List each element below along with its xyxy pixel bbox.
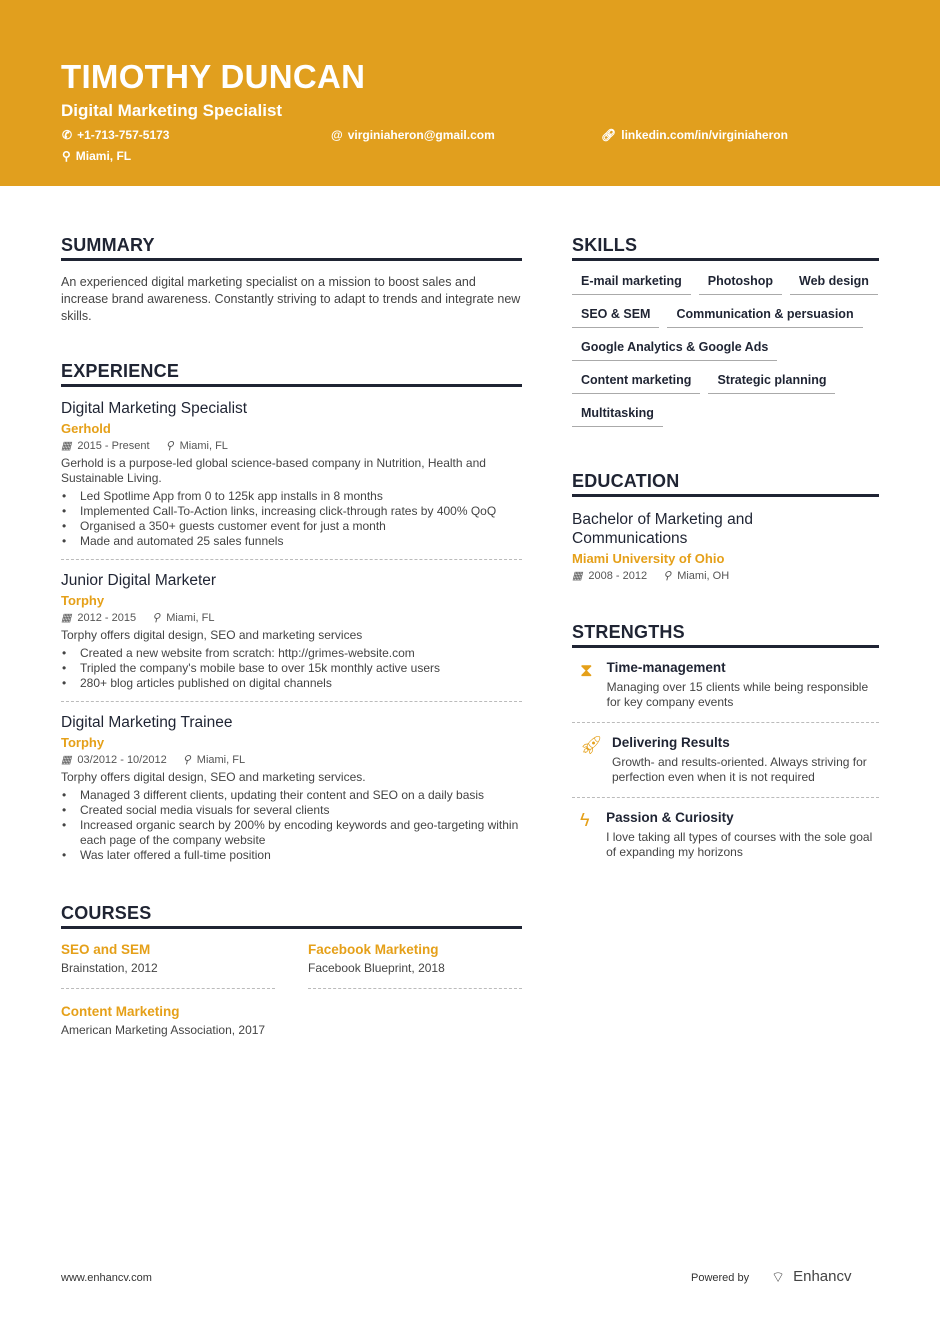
course-item (61, 942, 275, 989)
job-title: Digital Marketing Specialist (61, 400, 248, 417)
calendar-icon: ▦ (61, 754, 72, 766)
location (62, 149, 131, 163)
course-title: Facebook Marketing (308, 942, 439, 957)
linkedin[interactable] (601, 128, 788, 142)
pin-icon: ⚲ (165, 440, 174, 452)
enhancv-logo-icon: ⌔ (771, 1269, 786, 1286)
skill-tag: SEO & SEM (572, 307, 659, 328)
enhancv-logo (771, 1268, 851, 1287)
bullet: • Tripled the company's mobile base to over 15k monthly active users (61, 661, 522, 676)
strength-text: Growth- and results-oriented. Always striving for perfection even when it is not required (612, 755, 867, 784)
school: Miami University of Ohio (572, 551, 725, 566)
pin-icon: ⚲ (62, 149, 71, 163)
brand-text: Enhancv (793, 1268, 852, 1285)
job-description: Torphy offers digital design, SEO and marketing services. (61, 770, 366, 784)
course-item (308, 942, 522, 989)
phone-icon: ✆ (62, 128, 73, 142)
candidate-name: TIMOTHY DUNCAN (61, 58, 366, 95)
section-heading: STRENGTHS (572, 622, 879, 648)
job-description: Gerhold is a purpose-led global science-based company in Nutrition, Health and Sustainable Living. (61, 456, 486, 485)
job-bullets (61, 788, 522, 863)
section-heading: EDUCATION (572, 471, 879, 497)
bullet: • Implemented Call-To-Action links, increasing click-through rates by 400% QoQ (61, 504, 522, 519)
phone (62, 128, 169, 142)
job-bullets (61, 489, 522, 549)
job-location: Miami, FL (166, 611, 215, 624)
summary-text: An experienced digital marketing specialist on a mission to boost sales and increase brand awareness. Constantly striving to adapt to trends and integrate new skills. (61, 275, 521, 323)
company: Gerhold (61, 421, 111, 436)
pin-icon: ⚲ (152, 612, 161, 624)
strength-title: Passion & Curiosity (606, 810, 734, 825)
skill-tag: E-mail marketing (572, 274, 691, 295)
job-location: Miami, FL (196, 753, 246, 766)
footer-powered: Powered by (691, 1272, 750, 1284)
job-meta (61, 439, 522, 452)
strength-title: Time-management (606, 660, 726, 675)
section-heading: EXPERIENCE (61, 361, 522, 387)
bullet: • 280+ blog articles published on digital channels (61, 676, 522, 691)
at-icon: @ (331, 128, 343, 142)
left-column (61, 235, 522, 1065)
job-entry (61, 572, 522, 702)
phone-text: +1-713-757-5173 (77, 128, 170, 142)
job-entry (61, 714, 522, 873)
bullet: • Created a new website from scratch: http://grimes-website.com (61, 646, 522, 661)
job-title: Digital Marketing Trainee (61, 714, 233, 731)
skill-tag: Communication & persuasion (667, 307, 862, 328)
course-provider: American Marketing Association, 2017 (61, 1023, 266, 1037)
skill-tag: Strategic planning (708, 373, 835, 394)
lightning-icon: ϟ (580, 810, 590, 830)
section-heading: SKILLS (572, 235, 879, 261)
candidate-title: Digital Marketing Specialist (61, 101, 283, 120)
courses-section (61, 903, 522, 1065)
skills-section (572, 235, 879, 427)
job-dates: 03/2012 - 10/2012 (77, 753, 167, 766)
education-location: Miami, OH (677, 569, 730, 582)
email[interactable] (331, 128, 495, 142)
bullet: • Led Spotlime App from 0 to 125k app installs in 8 months (61, 489, 522, 504)
skill-tag: Content marketing (572, 373, 700, 394)
right-column (572, 235, 879, 872)
strength-item (572, 723, 879, 798)
footer-site[interactable]: www.enhancv.com (61, 1272, 152, 1284)
course-provider: Brainstation, 2012 (61, 961, 158, 975)
skill-tag: Multitasking (572, 406, 663, 427)
job-dates: 2015 - Present (77, 439, 150, 452)
job-meta (61, 611, 522, 624)
job-description: Torphy offers digital design, SEO and marketing services (61, 628, 363, 642)
skill-tag: Photoshop (699, 274, 782, 295)
bullet: • Organised a 350+ guests customer event for just a month (61, 519, 522, 534)
strength-title: Delivering Results (612, 735, 730, 750)
section-heading: COURSES (61, 903, 522, 929)
job-entry (61, 400, 522, 560)
calendar-icon: ▦ (572, 570, 583, 582)
job-title: Junior Digital Marketer (61, 572, 217, 589)
header (0, 0, 940, 186)
bullet: • Made and automated 25 sales funnels (61, 534, 522, 549)
location-text: Miami, FL (75, 149, 132, 163)
linkedin-link[interactable]: linkedin.com/in/virginiaheron (621, 128, 788, 142)
pin-icon: ⚲ (663, 570, 672, 582)
company: Torphy (61, 735, 105, 750)
skill-tag: Web design (790, 274, 878, 295)
strength-text: I love taking all types of courses with the sole goal of expanding my horizons (606, 830, 873, 859)
summary-section (61, 235, 522, 325)
bullet: • Created social media visuals for several clients (61, 803, 522, 818)
rocket-icon: 🚀︎ (580, 735, 603, 755)
strength-item (572, 798, 879, 872)
course-provider: Facebook Blueprint, 2018 (308, 961, 445, 975)
bullet: • Managed 3 different clients, updating their content and SEO on a daily basis (61, 788, 522, 803)
job-bullets (61, 646, 522, 691)
job-location: Miami, FL (179, 439, 228, 452)
pin-icon: ⚲ (182, 754, 191, 766)
company: Torphy (61, 593, 105, 608)
skill-tag: Google Analytics & Google Ads (572, 340, 777, 361)
link-icon: 🔗︎ (601, 128, 617, 142)
education-meta (572, 569, 879, 582)
course-item (61, 1004, 275, 1050)
bullet: • Increased organic search by 200% by encoding keywords and geo-targeting within each page of the company website (61, 818, 522, 848)
bullet: • Was later offered a full-time position (61, 848, 522, 863)
email-link[interactable]: virginiaheron@gmail.com (347, 128, 495, 142)
job-meta (61, 753, 522, 766)
calendar-icon: ▦ (61, 440, 72, 452)
degree: Bachelor of Marketing and Communications (572, 511, 753, 547)
section-heading: SUMMARY (61, 235, 522, 261)
experience-section (61, 361, 522, 873)
strengths-section (572, 622, 879, 872)
education-section (572, 471, 879, 582)
calendar-icon: ▦ (61, 612, 72, 624)
strength-text: Managing over 15 clients while being responsible for key company events (606, 680, 869, 709)
hourglass-icon: ⧗ (580, 660, 593, 680)
job-dates: 2012 - 2015 (77, 611, 137, 624)
education-dates: 2008 - 2012 (588, 569, 648, 582)
course-title: Content Marketing (61, 1004, 180, 1019)
strength-item (572, 648, 879, 723)
course-title: SEO and SEM (61, 942, 151, 957)
